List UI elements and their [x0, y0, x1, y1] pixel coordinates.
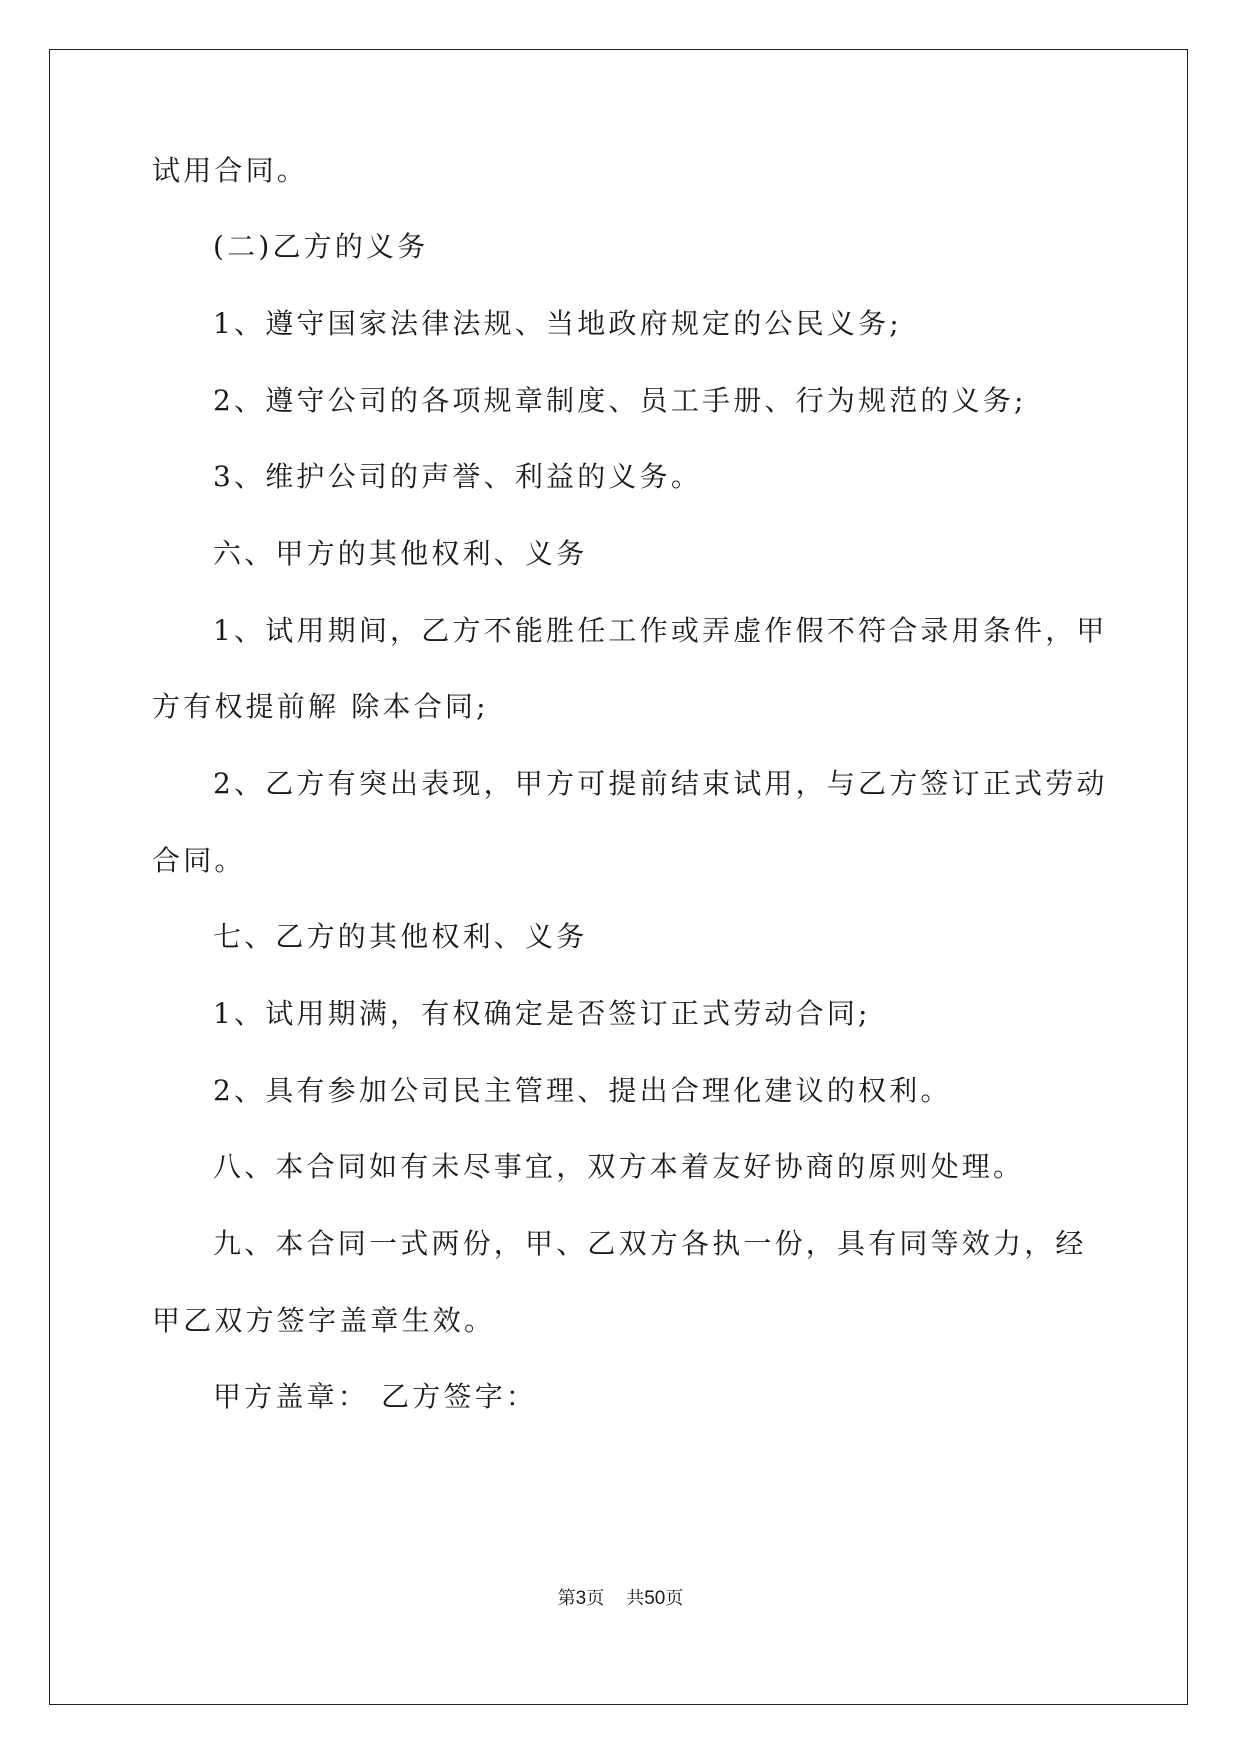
paragraph-line: 试用合同。 — [152, 154, 309, 187]
signature-line: 甲方盖章： 乙方签字： — [213, 1380, 538, 1413]
page-footer — [0, 1587, 1241, 1611]
section-heading: 七、乙方的其他权利、义务 — [213, 920, 588, 953]
total-pages: 50 — [644, 1588, 666, 1609]
paragraph-line: 2、遵守公司的各项规章制度、员工手册、行为规范的义务; — [213, 384, 1027, 417]
paragraph-line: 方有权提前解 除本合同; — [152, 690, 489, 723]
paragraph-line: 1、试用期满，有权确定是否签订正式劳动合同; — [213, 997, 871, 1030]
section-heading: 九、本合同一式两份，甲、乙双方各执一份，具有同等效力，经 — [213, 1227, 1087, 1260]
paragraph-line: 1、遵守国家法律法规、当地政府规定的公民义务; — [213, 307, 902, 340]
paragraph-line: 3、维护公司的声誉、利益的义务。 — [213, 460, 703, 493]
paragraph-line: 甲乙双方签字盖章生效。 — [152, 1304, 496, 1337]
section-heading: 八、本合同如有未尽事宜，双方本着友好协商的原则处理。 — [213, 1150, 1025, 1183]
paragraph-line: 1、试用期间，乙方不能胜任工作或弄虚作假不符合录用条件，甲 — [213, 614, 1108, 647]
page-number: 3 — [575, 1588, 587, 1609]
paragraph-line: 2、乙方有突出表现，甲方可提前结束试用，与乙方签订正式劳动 — [213, 767, 1108, 800]
page-suffix: 页 — [586, 1588, 605, 1609]
paragraph-line: 合同。 — [152, 844, 246, 877]
page-prefix: 第 — [557, 1588, 576, 1609]
section-heading: 六、甲方的其他权利、义务 — [213, 537, 588, 570]
total-suffix: 页 — [665, 1588, 684, 1609]
section-heading: (二)乙方的义务 — [213, 230, 429, 263]
total-prefix: 共 — [626, 1588, 645, 1609]
paragraph-line: 2、具有参加公司民主管理、提出合理化建议的权利。 — [213, 1074, 952, 1107]
